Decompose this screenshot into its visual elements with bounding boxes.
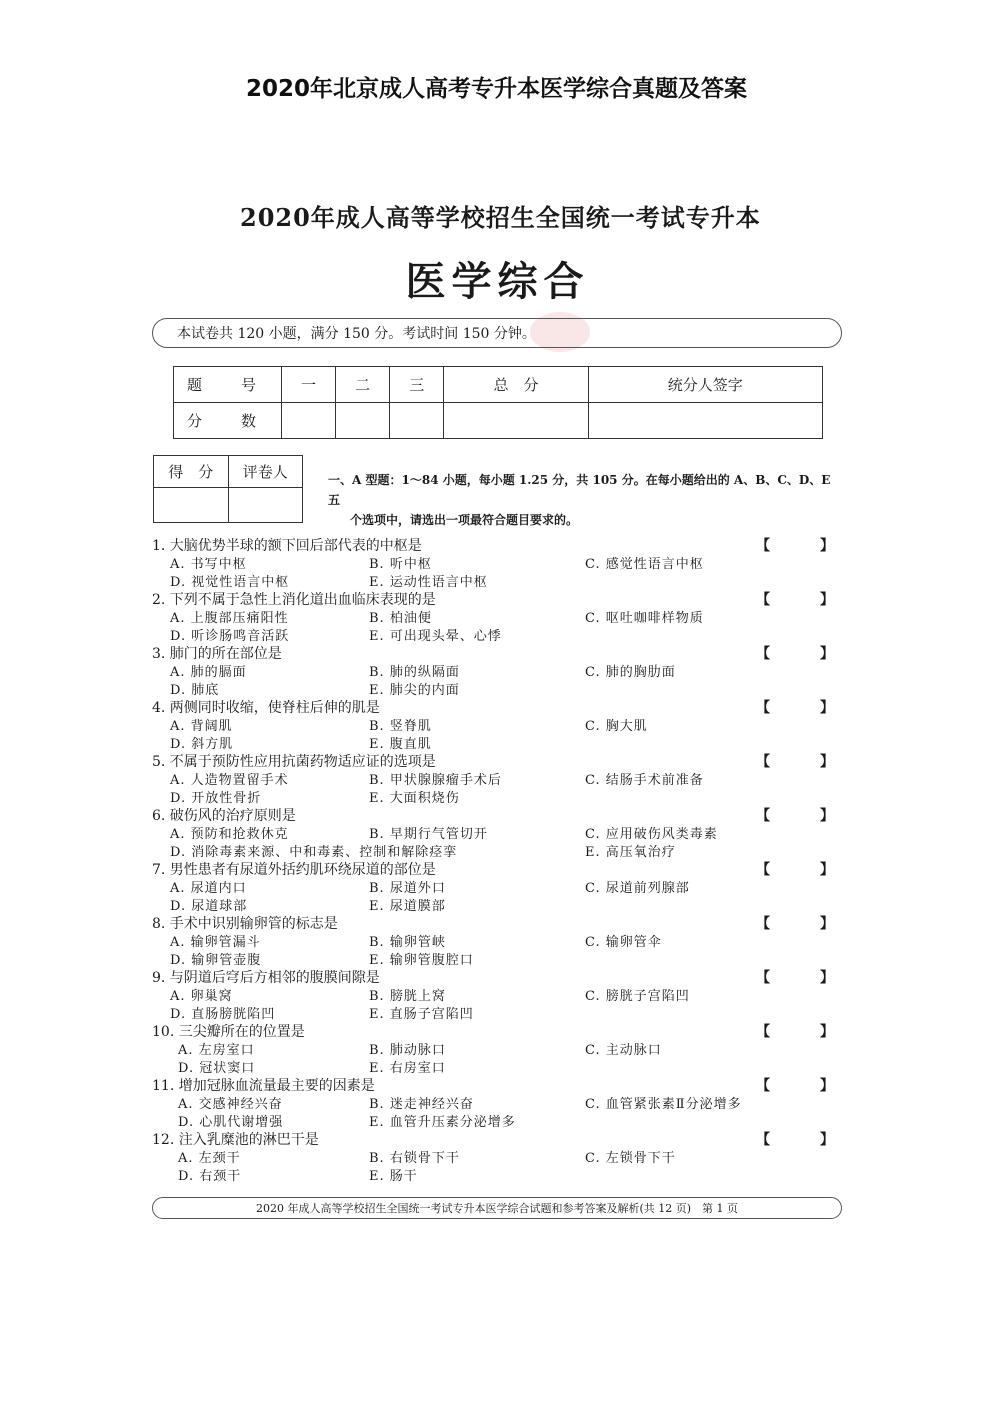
question-item (152, 1129, 852, 1183)
option-d: D. 肺底 (170, 683, 220, 698)
answer-bracket: 【 】 (756, 1024, 852, 1040)
grader-name-label: 评卷人 (228, 456, 303, 488)
option-c: C. 肺的胸肋面 (585, 665, 676, 680)
score-table-header: 题 号 (174, 367, 282, 403)
answer-bracket: 【 】 (756, 754, 852, 770)
option-d: D. 听诊肠鸣音活跃 (170, 629, 290, 644)
option-b: B. 甲状腺腺瘤手术后 (369, 773, 502, 788)
option-a: A. 上腹部压痛阳性 (170, 611, 289, 626)
question-stem: 10. 三尖瓣所在的位置是 (152, 1024, 305, 1040)
option-c: C. 膀胱子宫陷凹 (585, 989, 690, 1004)
section-heading-line: 一、A 型题：1～84 小题，每小题 1.25 分，共 105 分。在每小题给出的 A、B、C、D、E 五 (328, 473, 831, 507)
option-e: E. 血管升压素分泌增多 (369, 1115, 516, 1130)
document-title: 2020年北京成人高考专升本医学综合真题及答案 (245, 76, 747, 102)
score-table (173, 366, 823, 439)
option-c: C. 尿道前列腺部 (585, 881, 690, 896)
option-b: B. 肺的纵隔面 (369, 665, 460, 680)
question-stem: 6. 破伤风的治疗原则是 (152, 808, 296, 824)
score-table-header: 总 分 (444, 367, 588, 403)
option-c: C. 呕吐咖啡样物质 (585, 611, 704, 626)
option-b: B. 柏油便 (369, 611, 432, 626)
option-c: C. 胸大肌 (585, 719, 648, 734)
option-d: D. 开放性骨折 (170, 791, 262, 806)
option-d: D. 心肌代谢增强 (178, 1115, 284, 1130)
option-e: E. 肺尖的内面 (369, 683, 460, 698)
option-e: E. 腹直肌 (369, 737, 432, 752)
option-a: A. 背阔肌 (170, 719, 233, 734)
option-d: D. 直肠膀胱陷凹 (170, 1007, 276, 1022)
question-list (152, 535, 852, 1183)
option-b: B. 输卵管峡 (369, 935, 446, 950)
option-b: B. 听中枢 (369, 557, 432, 572)
grader-cell (154, 488, 229, 523)
score-cell (390, 403, 444, 439)
score-table-header: 三 (390, 367, 444, 403)
score-cell (588, 403, 822, 439)
grader-table (153, 455, 303, 523)
question-item (152, 913, 852, 967)
option-b: B. 肺动脉口 (369, 1043, 446, 1058)
question-stem: 3. 肺门的所在部位是 (152, 646, 282, 662)
option-b: B. 尿道外口 (369, 881, 446, 896)
question-stem: 7. 男性患者有尿道外括约肌环绕尿道的部位是 (152, 862, 436, 878)
question-stem: 11. 增加冠脉血流量最主要的因素是 (152, 1078, 375, 1094)
question-item (152, 535, 852, 589)
question-item (152, 589, 852, 643)
score-cell (444, 403, 588, 439)
option-e: E. 输卵管腹腔口 (369, 953, 474, 968)
question-stem: 8. 手术中识别输卵管的标志是 (152, 916, 338, 932)
question-item (152, 1021, 852, 1075)
score-cell (336, 403, 390, 439)
question-item (152, 967, 852, 1021)
section-heading-line: 个选项中，请选出一项最符合题目要求的。 (350, 513, 579, 527)
question-stem: 9. 与阴道后穹后方相邻的腹膜间隙是 (152, 970, 380, 986)
answer-bracket: 【 】 (756, 538, 852, 554)
option-c: C. 感觉性语言中枢 (585, 557, 704, 572)
question-item (152, 1075, 852, 1129)
answer-bracket: 【 】 (756, 808, 852, 824)
option-d: D. 尿道球部 (170, 899, 248, 914)
question-item (152, 697, 852, 751)
option-d: D. 视觉性语言中枢 (170, 575, 290, 590)
option-d: D. 斜方肌 (170, 737, 234, 752)
option-e: E. 右房室口 (369, 1061, 446, 1076)
exam-notice: 本试卷共 120 小题，满分 150 分。考试时间 150 分钟。 (152, 318, 842, 348)
exam-subject: 医学综合 (405, 258, 590, 305)
section-heading (328, 470, 838, 530)
option-e: E. 尿道膜部 (369, 899, 446, 914)
exam-title: 2020年成人高等学校招生全国统一考试专升本 (240, 203, 761, 232)
option-d: D. 消除毒素来源、中和毒素、控制和解除痉挛 (170, 845, 458, 860)
option-e: E. 直肠子宫陷凹 (369, 1007, 474, 1022)
option-a: A. 交感神经兴奋 (178, 1097, 283, 1112)
question-stem: 5. 不属于预防性应用抗菌药物适应证的选项是 (152, 754, 436, 770)
option-a: A. 肺的膈面 (170, 665, 247, 680)
option-a: A. 左房室口 (178, 1043, 255, 1058)
option-a: A. 尿道内口 (170, 881, 247, 896)
score-row-label: 分 数 (174, 403, 282, 439)
answer-bracket: 【 】 (756, 916, 852, 932)
answer-bracket: 【 】 (756, 646, 852, 662)
question-stem: 4. 两侧同时收缩，使脊柱后伸的肌是 (152, 700, 380, 716)
answer-bracket: 【 】 (756, 592, 852, 608)
question-item (152, 805, 852, 859)
exam-scan (140, 180, 855, 1230)
score-cell (282, 403, 336, 439)
option-b: B. 竖脊肌 (369, 719, 432, 734)
grader-score-label: 得 分 (154, 456, 229, 488)
option-e: E. 高压氧治疗 (585, 845, 676, 860)
option-d: D. 冠状窦口 (178, 1061, 256, 1076)
question-stem: 1. 大脑优势半球的额下回后部代表的中枢是 (152, 538, 422, 554)
answer-bracket: 【 】 (756, 700, 852, 716)
option-c: C. 主动脉口 (585, 1043, 662, 1058)
answer-bracket: 【 】 (756, 1132, 852, 1148)
option-e: E. 可出现头晕、心悸 (369, 629, 502, 644)
option-a: A. 左颈干 (178, 1151, 241, 1166)
option-c: C. 左锁骨下干 (585, 1151, 676, 1166)
grader-cell (228, 488, 303, 523)
answer-bracket: 【 】 (756, 1078, 852, 1094)
page-footer: 2020 年成人高等学校招生全国统一考试专升本医学综合试题和参考答案及解析(共 12 页) 第 1 页 (152, 1197, 842, 1219)
score-table-header: 统分人签字 (588, 367, 822, 403)
question-stem: 12. 注入乳糜池的淋巴干是 (152, 1132, 319, 1148)
answer-bracket: 【 】 (756, 970, 852, 986)
option-c: C. 输卵管伞 (585, 935, 662, 950)
option-a: A. 输卵管漏斗 (170, 935, 261, 950)
option-a: A. 书写中枢 (170, 557, 247, 572)
option-c: C. 应用破伤风类毒素 (585, 827, 718, 842)
question-item (152, 643, 852, 697)
option-e: E. 肠干 (369, 1169, 418, 1184)
option-a: A. 卵巢窝 (170, 989, 233, 1004)
option-d: D. 右颈干 (178, 1169, 242, 1184)
option-b: B. 迷走神经兴奋 (369, 1097, 474, 1112)
option-c: C. 结肠手术前准备 (585, 773, 704, 788)
question-item (152, 751, 852, 805)
option-d: D. 输卵管壶腹 (170, 953, 262, 968)
option-b: B. 右锁骨下干 (369, 1151, 460, 1166)
option-c: C. 血管紧张素Ⅱ分泌增多 (585, 1097, 742, 1112)
question-stem: 2. 下列不属于急性上消化道出血临床表现的是 (152, 592, 436, 608)
option-a: A. 人造物置留手术 (170, 773, 289, 788)
option-e: E. 大面积烧伤 (369, 791, 460, 806)
question-item (152, 859, 852, 913)
option-a: A. 预防和抢救休克 (170, 827, 289, 842)
option-b: B. 早期行气管切开 (369, 827, 488, 842)
option-e: E. 运动性语言中枢 (369, 575, 488, 590)
answer-bracket: 【 】 (756, 862, 852, 878)
option-b: B. 膀胱上窝 (369, 989, 446, 1004)
score-table-header: 二 (336, 367, 390, 403)
score-table-header: 一 (282, 367, 336, 403)
